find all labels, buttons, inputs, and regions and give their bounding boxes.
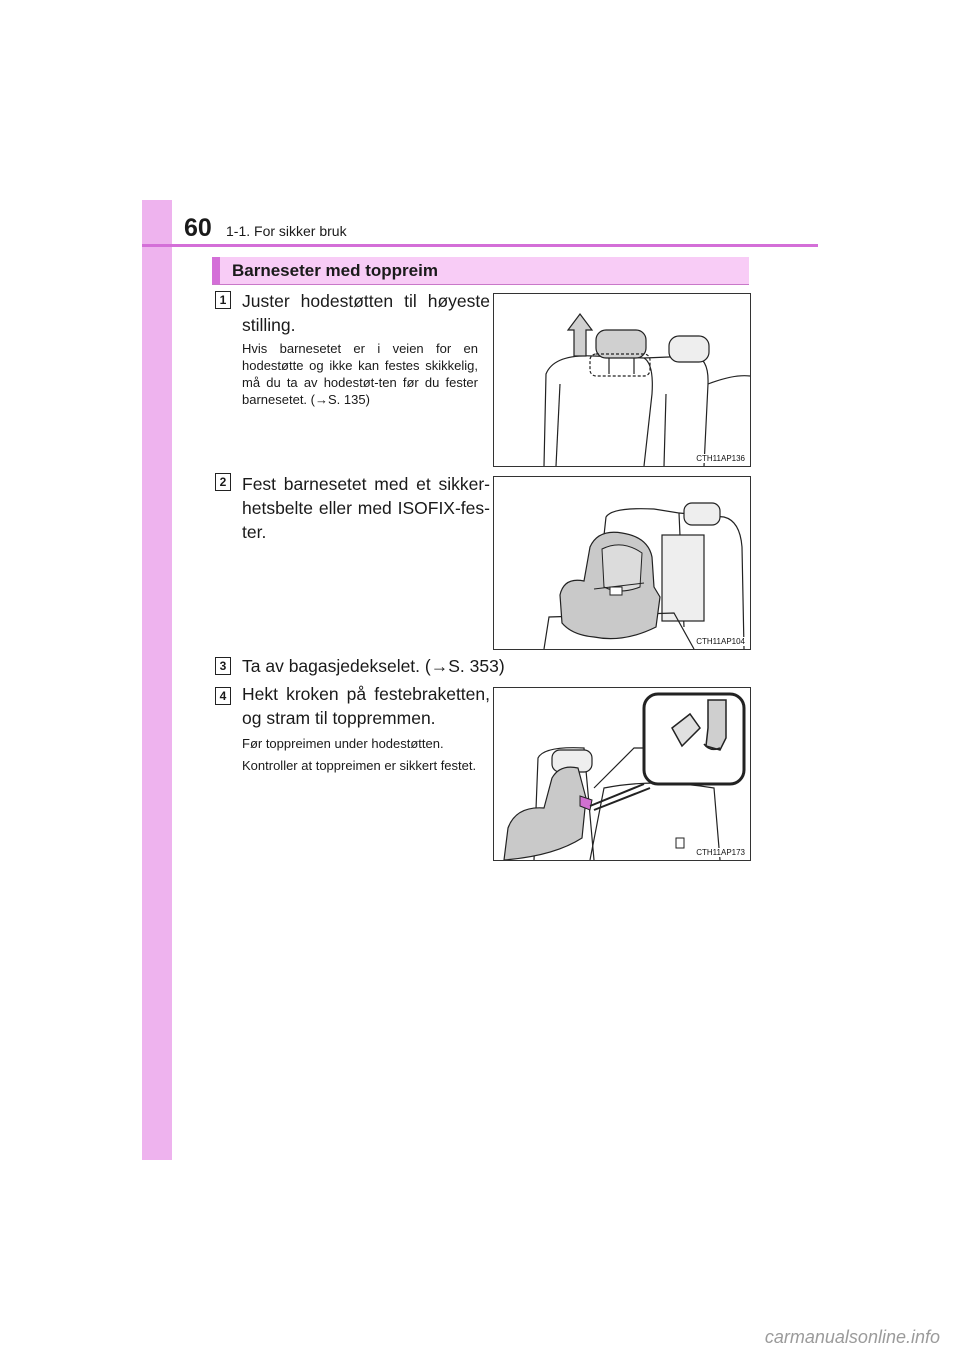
step-number-badge: 1 bbox=[215, 291, 231, 309]
header-divider bbox=[142, 244, 818, 247]
step-note: Før toppreimen under hodestøtten. bbox=[242, 736, 444, 751]
watermark-text: carmanualsonline.info bbox=[764, 1327, 940, 1347]
section-underline bbox=[212, 284, 749, 285]
step-note: Hvis barnesetet er i veien for en hodestøtte og ikke kan festes skikkelig, må du ta av hodestøt-ten før du fester barnesetet. (→S. 135) bbox=[242, 341, 478, 407]
step-instruction: Hekt kroken på festebraketten, og stram til toppremmen. bbox=[242, 684, 490, 728]
figure-code: CTH11AP136 bbox=[696, 454, 745, 463]
section-title: Barneseter med toppreim bbox=[232, 261, 438, 280]
section-heading-box bbox=[212, 257, 749, 284]
child-seat-illustration bbox=[493, 476, 751, 650]
tether-hook-drawing bbox=[494, 688, 750, 860]
figure-code: CTH11AP104 bbox=[696, 637, 745, 646]
chapter-title: 1-1. For sikker bruk bbox=[226, 223, 347, 239]
step-note: Kontroller at toppreimen er sikkert festet. bbox=[242, 758, 477, 773]
headrest-drawing bbox=[494, 294, 750, 466]
figure-code: CTH11AP173 bbox=[696, 848, 745, 857]
step-number-badge: 3 bbox=[215, 657, 231, 675]
child-seat-drawing bbox=[494, 477, 750, 649]
step-number-badge: 4 bbox=[215, 687, 231, 705]
page-number: 60 bbox=[184, 214, 212, 242]
step-instruction: Ta av bagasjedekselet. (→S. 353) bbox=[242, 656, 505, 676]
step-number-badge: 2 bbox=[215, 473, 231, 491]
side-tab-strip bbox=[142, 200, 172, 1160]
headrest-illustration bbox=[493, 293, 751, 467]
step-instruction: Fest barnesetet med et sikker-hetsbelte eller med ISOFIX-fes-ter. bbox=[242, 474, 490, 542]
tether-hook-illustration bbox=[493, 687, 751, 861]
step-instruction: Juster hodestøtten til høyeste stilling. bbox=[242, 291, 490, 335]
